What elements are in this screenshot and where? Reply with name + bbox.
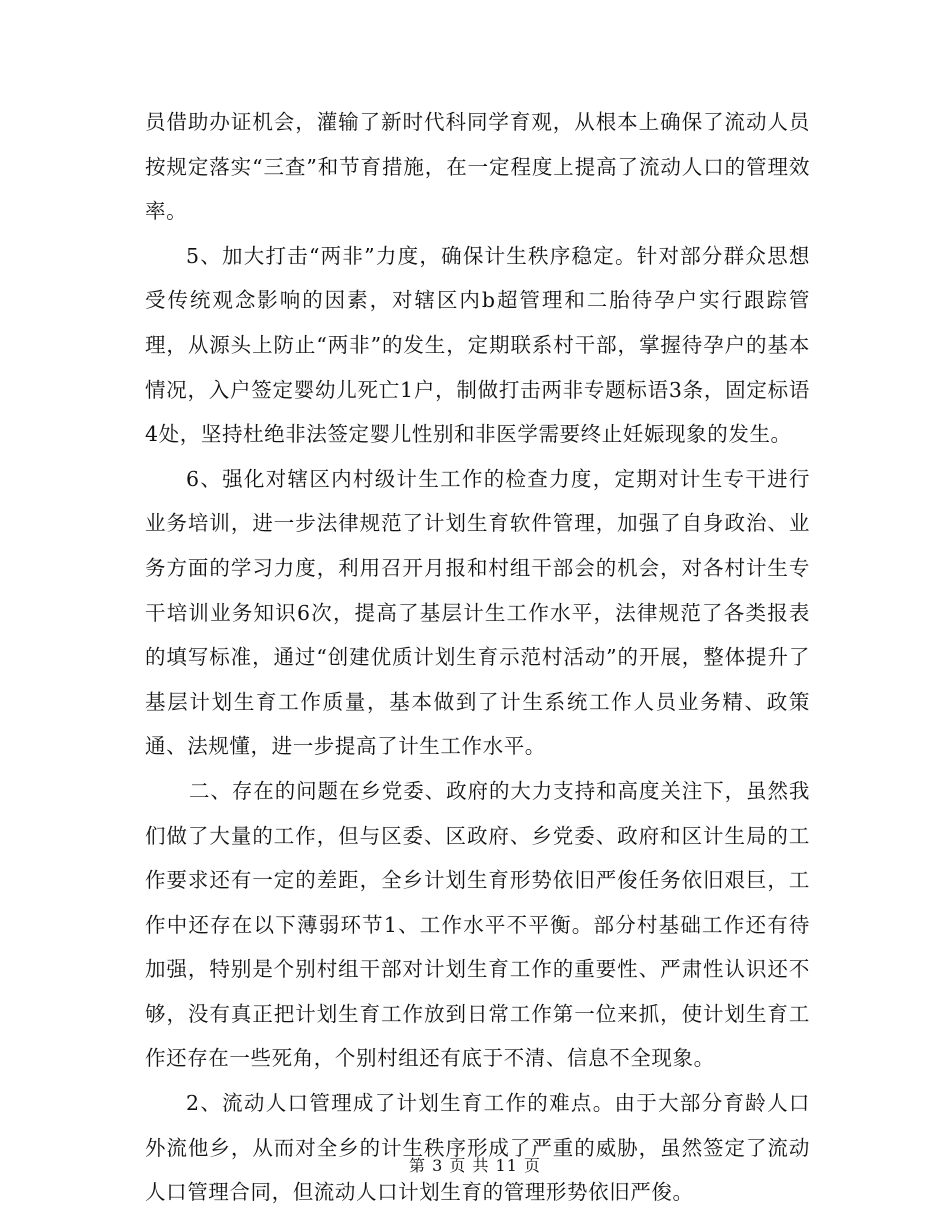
- page-number-footer: 第 3 页 共 11 页: [409, 1156, 541, 1175]
- paragraph-item-2: 2、流动人口管理成了计划生育工作的难点。由于大部分育龄人口外流他乡，从而对全乡的计生秩序形成了严重的威胁，虽然签定了流动人口管理合同，但流动人口计划生育的管理形势依旧严俊。: [145, 1091, 810, 1205]
- document-body: [145, 100, 810, 1215]
- paragraph-continuation: 员借助办证机会，灌输了新时代科同学育观，从根本上确保了流动人员按规定落实“三查”和节育措施，在一定程度上提高了流动人口的管理效率。: [145, 110, 810, 224]
- paragraph-item-5: 5、加大打击“两非”力度，确保计生秩序稳定。针对部分群众思想受传统观念影响的因素，对辖区内b超管理和二胎待孕户实行跟踪管理，从源头上防止“两非”的发生，定期联系村干部，掌握待孕户的基本情况，入户签定婴幼儿死亡1户，制做打击两非专题标语3条，固定标语4处，坚持杜绝非法签定婴儿性别和非医学需要终止妊娠现象的发生。: [145, 243, 810, 447]
- paragraph-item-6: 6、强化对辖区内村级计生工作的检查力度，定期对计生专干进行业务培训，进一步法律规范了计划生育软件管理，加强了自身政治、业务方面的学习力度，利用召开月报和村组干部会的机会，对各村计生专干培训业务知识6次，提高了基层计生工作水平，法律规范了各类报表的填写标准，通过“创建优质计划生育示范村活动”的开展，整体提升了基层计划生育工作质量，基本做到了计生系统工作人员业务精、政策通、法规懂，进一步提高了计生工作水平。: [145, 466, 810, 759]
- paragraph-section-2: 二、存在的问题在乡党委、政府的大力支持和高度关注下，虽然我们做了大量的工作，但与区委、区政府、乡党委、政府和区计生局的工作要求还有一定的差距，全乡计划生育形势依旧严俊任务依旧艰巨，工作中还存在以下薄弱环节1、工作水平不平衡。部分村基础工作还有待加强，特别是个别村组干部对计划生育工作的重要性、严肃性认识还不够，没有真正把计划生育工作放到日常工作第一位来抓，使计划生育工作还存在一些死角，个别村组还有底于不清、信息不全现象。: [145, 778, 810, 1071]
